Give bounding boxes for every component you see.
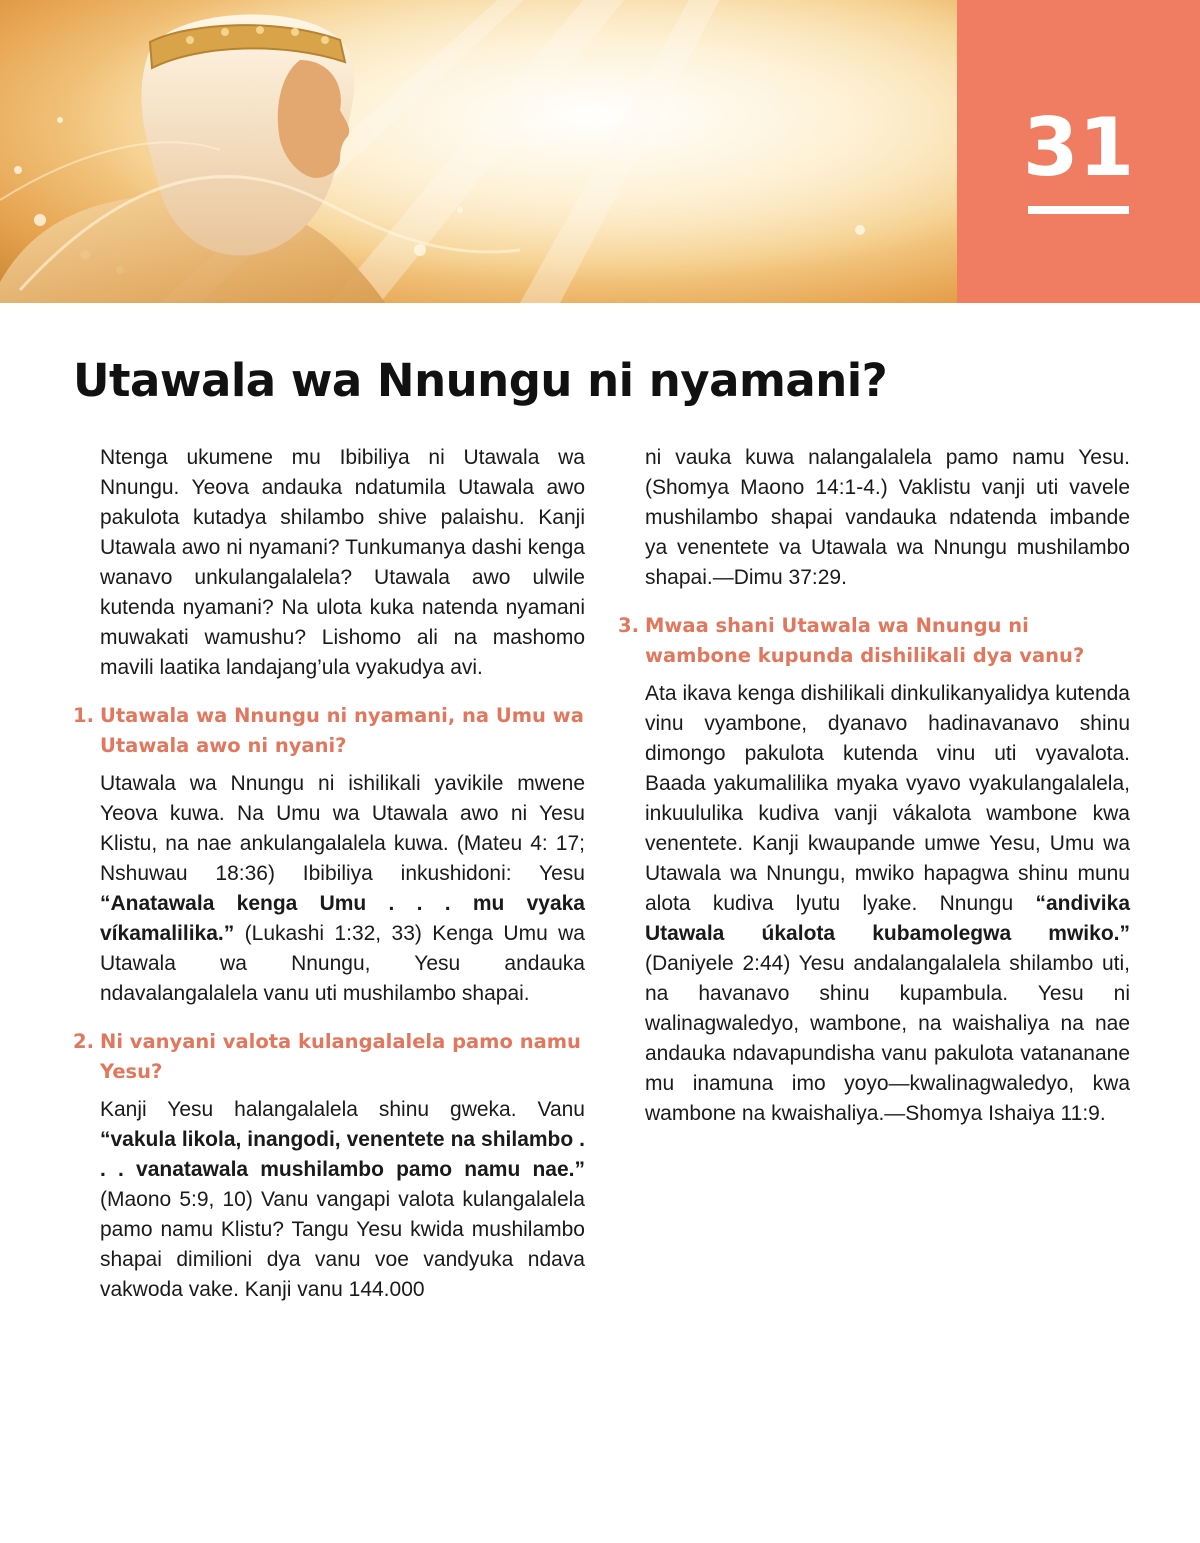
- section-3-answer: [645, 679, 1130, 1129]
- chapter-number: 31: [1022, 101, 1135, 194]
- section-3-number: 3.: [618, 614, 639, 637]
- section-3-quote: “andivika Utawala úkalota kubamolegwa mwiko.”: [645, 892, 1130, 945]
- section-3-question-text: Mwaa shani Utawala wa Nnungu ni wambone kupunda dishilikali dya vanu?: [645, 614, 1085, 667]
- section-3-text-a: Ata ikava kenga dishilikali dinkulikanyalidya kutenda vinu vyambone, dyanavo hadinavanavo shinu dimongo pakulota kutenda vinu uti vyavalota. Baada yakumalilika myaka vyavo vyakulangalalela, inkuululika kudiva vanji vákalota wambone kwa venentete. Kanji kwaupande umwe Yesu, Umu wa Utawala wa Nnungu, mwiko hapagwa shinu munu alota kudiva lyutu lyake. Nnungu: [645, 682, 1130, 915]
- section-3-question: [618, 611, 1130, 671]
- section-2-answer-continued: ni vauka kuwa nalangalalela pamo namu Yesu. (Shomya Maono 14:1-4.) Vaklistu vanji uti vavele mushilambo shapai vandauka ndatenda imbande ya venentete va Utawala wa Nnungu mushilambo shapai.—Dimu 37:29.: [645, 446, 1130, 589]
- section-1-number: 1.: [73, 704, 94, 727]
- section-1-question-text: Utawala wa Nnungu ni nyamani, na Umu wa Utawala awo ni nyani?: [100, 704, 584, 757]
- section-2-quote: “vakula likola, inangodi, venentete na shilambo . . . vanatawala mushilambo pamo namu nae.”: [100, 1128, 585, 1181]
- section-1-quote: “Anatawala kenga Umu . . . mu vyaka víkamalilika.”: [100, 892, 585, 945]
- intro-paragraph: Ntenga ukumene mu Ibibiliya ni Utawala wa Nnungu. Yeova andauka ndatumila Utawala awo pakulota kutadya shilambo shive palaishu. Kanji Utawala awo ni nyamani? Tunkumanya dashi kenga wanavo unkulangalalela? Utawala awo ulwile kutenda nyamani? Na ulota kuka natenda nyamani muwakati wamushu? Lishomo ali na mashomo mavili laatika landajang’ula vyakudya avi.: [100, 446, 585, 679]
- section-2-question: [73, 1027, 585, 1087]
- section-2-text-b: (Maono 5:9, 10) Vanu vangapi valota kulangalalela pamo namu Klistu? Tangu Yesu kwida mushilambo shapai dimilioni dya vanu voe vandyuka ndava vakwoda vake. Kanji vanu 144.000: [100, 1188, 585, 1301]
- section-1-answer: [100, 769, 585, 1009]
- left-column: [73, 443, 585, 1323]
- page-title: Utawala wa Nnungu ni nyamani?: [73, 354, 888, 407]
- king-portrait-art: [0, 0, 957, 303]
- section-1-text-a: Utawala wa Nnungu ni ishilikali yavikile mwene Yeova kuwa. Na Umu wa Utawala awo ni Yesu Klistu, na nae ankulangalalela kuwa. (Mateu 4: 17; Nshuwau 18:36) Ibibiliya inkushidoni: Yesu: [100, 772, 585, 885]
- section-3-text-b: (Daniyele 2:44) Yesu andalangalalela shilambo uti, na havanavo shinu kupambula. Yesu ni walinagwaledyo, wambone, na waishaliya na nae andauka ndavapundisha vanu pakulota vatananane mu inamuna imo yoyo—kwalinagwaledyo, kwa wambone na kwaishaliya.—Shomya Ishaiya 11:9.: [645, 952, 1130, 1125]
- section-1-text-b: (Lukashi 1:32, 33) Kenga Umu wa Utawala wa Nnungu, Yesu andauka ndavalangalalela vanu uti mushilambo shapai.: [100, 922, 585, 1005]
- hero-illustration: [0, 0, 957, 303]
- chapter-number-box: [957, 0, 1200, 303]
- section-2-number: 2.: [73, 1030, 94, 1053]
- section-1-question: [73, 701, 585, 761]
- section-2-text-a: Kanji Yesu halangalalela shinu gweka. Vanu: [100, 1098, 585, 1121]
- right-column: [618, 443, 1130, 1147]
- section-2-answer: [100, 1095, 585, 1305]
- chapter-underline: [1028, 206, 1129, 214]
- section-2-question-text: Ni vanyani valota kulangalalela pamo namu Yesu?: [100, 1030, 581, 1083]
